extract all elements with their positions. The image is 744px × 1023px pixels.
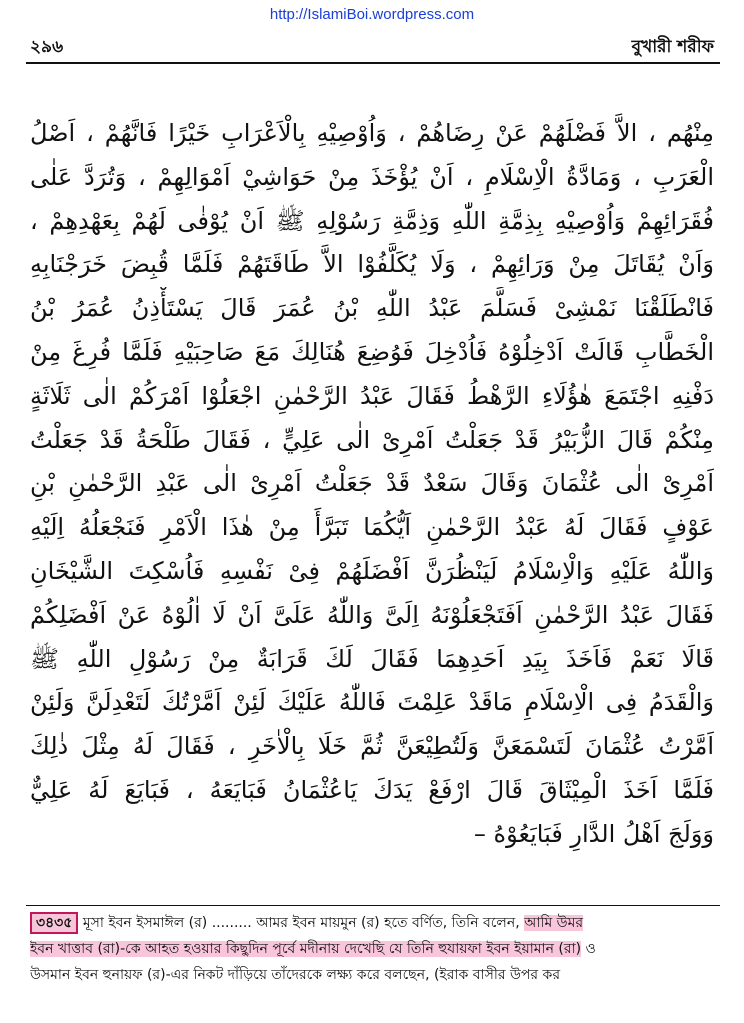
arabic-text-block [30, 112, 714, 857]
hadith-number-badge: ৩৪৩৫ [30, 912, 78, 934]
arabic-line: مِنْهُم ، الاَّ فَضْلَهُمْ عَنْ رِضَاهُمْ ، وَاُوْصِيْهِ بِالْاَعْرَابِ خَيْرًا فَانَّهُمْ ، اَصْلُ [30, 119, 714, 147]
footnote-divider [26, 905, 720, 906]
arabic-line: وَالْقَدَمُ فِى الْاِسْلَامِ مَاقَدْ عَلِمْتَ فَاللّٰهُ عَلَيْكَ لَئِنْ اَمَّرْتُكَ لَتَعْدِلَنَّ وَلَئِنْ [30, 688, 714, 717]
arabic-line: وَاللّٰهُ عَلَيْهِ وَالْاِسْلَامُ لَيَنْظُرَنَّ اَفْضَلَهُمْ فِىْ نَفْسِهِ فَاُسْكِتَ الشَّيْخَانِ [30, 556, 714, 585]
arabic-line: قَالَا نَعَمْ فَاَخَذَ بِيَدِ اَحَدِهِمَا فَقَالَ لَكَ قَرَابَةٌ مِنْ رَسُوْلِ اللّٰهِ ﷺ [30, 644, 714, 673]
arabic-line: فُقَرَائِهِمْ وَاُوْصِيْهِ بِذِمَّةِ اللّٰهِ وَذِمَّةِ رَسُوْلِهِ ﷺ اَنْ يُوْفٰى لَهُمْ بِعَهْدِهِمْ ، [30, 206, 714, 235]
arabic-line: عَوْفٍ فَقَالَ لَهُ عَبْدُ الرَّحْمٰنِ اَيُّكُمَا تَبَرَّأَ مِنْ هٰذَا الْاَمْرِ فَنَجْعَلُهُ اِلَيْهِ [30, 513, 714, 542]
arabic-line: الْعَرَبِ ، وَمَادَّةُ الْاِسْلَامِ ، اَنْ يُؤْخَذَ مِنْ حَوَاشِيْ اَمْوَالِهِمْ ، وَتُرَدَّ عَلٰى [30, 162, 714, 191]
highlighted-text: আমি উমর [524, 915, 584, 931]
arabic-line: دَفْنِهِ اجْتَمَعَ هٰؤُلَاءِ الرَّهْطُ فَقَالَ عَبْدُ الرَّحْمٰنِ اجْعَلُوْا اَمْرَكُمْ الٰى ثَلَاثَةٍ [30, 381, 714, 410]
translation-text: মূসা ইবন ইসমাঈল (র) ......... আমর ইবন মায়মুন (র) হতে বর্ণিত, তিনি বলেন, [78, 915, 525, 931]
page-number: ২৯৬ [30, 37, 64, 57]
bengali-translation [30, 910, 720, 988]
translation-line [30, 910, 720, 936]
arabic-line: مِنْكُمْ قَالَ الزُّبَيْرُ قَدْ جَعَلْتُ اَمْرِىْ الٰى عَلِيٍّ ، فَقَالَ طَلْحَةُ قَدْ جَعَلْتُ [30, 425, 714, 454]
arabic-line: وَوَلَجَ اَهْلُ الدَّارِ فَبَايَعُوْهُ – [473, 819, 714, 848]
arabic-line: فَقَالَ عَبْدُ الرَّحْمٰنِ اَفَتَجْعَلُوْنَهُ اِلَىَّ وَاللّٰهُ عَلَىَّ اَنْ لَا اٰلُوْهُ عَنْ اَفْضَلِكُمْ [30, 600, 714, 629]
translation-text: ও [581, 941, 596, 957]
source-url[interactable]: http://IslamiBoi.wordpress.com [269, 6, 475, 23]
translation-text: উসমান ইবন হুনায়ফ (র)-এর নিকট দাঁড়িয়ে তাঁদেরকে লক্ষ্য করে বলছেন, (ইরাক বাসীর উপর কর [30, 967, 561, 983]
highlighted-text: ইবন খাত্তাব (রা)-কে আহত হওয়ার কিছুদিন পূর্বে মদীনায় দেখেছি যে তিনি হুযায়ফা ইবন ইয়ামান (রা) [30, 941, 582, 957]
arabic-line: فَانْطَلَقْنَا نَمْشِىْ فَسَلَّمَ عَبْدُ اللّٰهِ بْنُ عُمَرَ قَالَ يَسْتَأْذِنُ عُمَرُ بْنُ [30, 294, 714, 323]
header-divider [26, 62, 720, 64]
arabic-line: الْخَطَّابِ قَالَتْ اَدْخِلُوْهُ فَاُدْخِلَ فَوُضِعَ هُنَالِكَ مَعَ صَاحِبَيْهِ فَلَمَّا فُرِغَ مِنْ [30, 337, 714, 366]
arabic-line: فَلَمَّا اَخَذَ الْمِيْثَاقَ قَالَ ارْفَعْ يَدَكَ يَاعُثْمَانُ فَبَايَعَهُ ، فَبَايَعَ لَهُ عَلِيٌّ [30, 775, 714, 804]
translation-line [30, 962, 720, 988]
translation-line [30, 936, 720, 962]
book-title: বুখারী শরীফ [631, 37, 714, 57]
arabic-line: اَمَّرْتُ عُثْمَانَ لَتَسْمَعَنَّ وَلَتُطِيْعَنَّ ثُمَّ خَلَا بِالْاٰخَرِ ، فَقَالَ لَهُ مِثْلَ ذٰلِكَ [30, 732, 714, 761]
arabic-line: اَمْرِىْ الٰى عُثْمَانَ وَقَالَ سَعْدٌ قَدْ جَعَلْتُ اَمْرِىْ الٰى عَبْدِ الرَّحْمٰنِ بْنِ [30, 469, 714, 498]
arabic-line: وَاَنْ يُقَاتَلَ مِنْ وَرَائِهِمْ ، وَلَا يُكَلَّفُوْا الاَّ طَاقَتَهُمْ فَلَمَّا قُبِضَ خَرَجْنَابِهِ [30, 250, 714, 279]
